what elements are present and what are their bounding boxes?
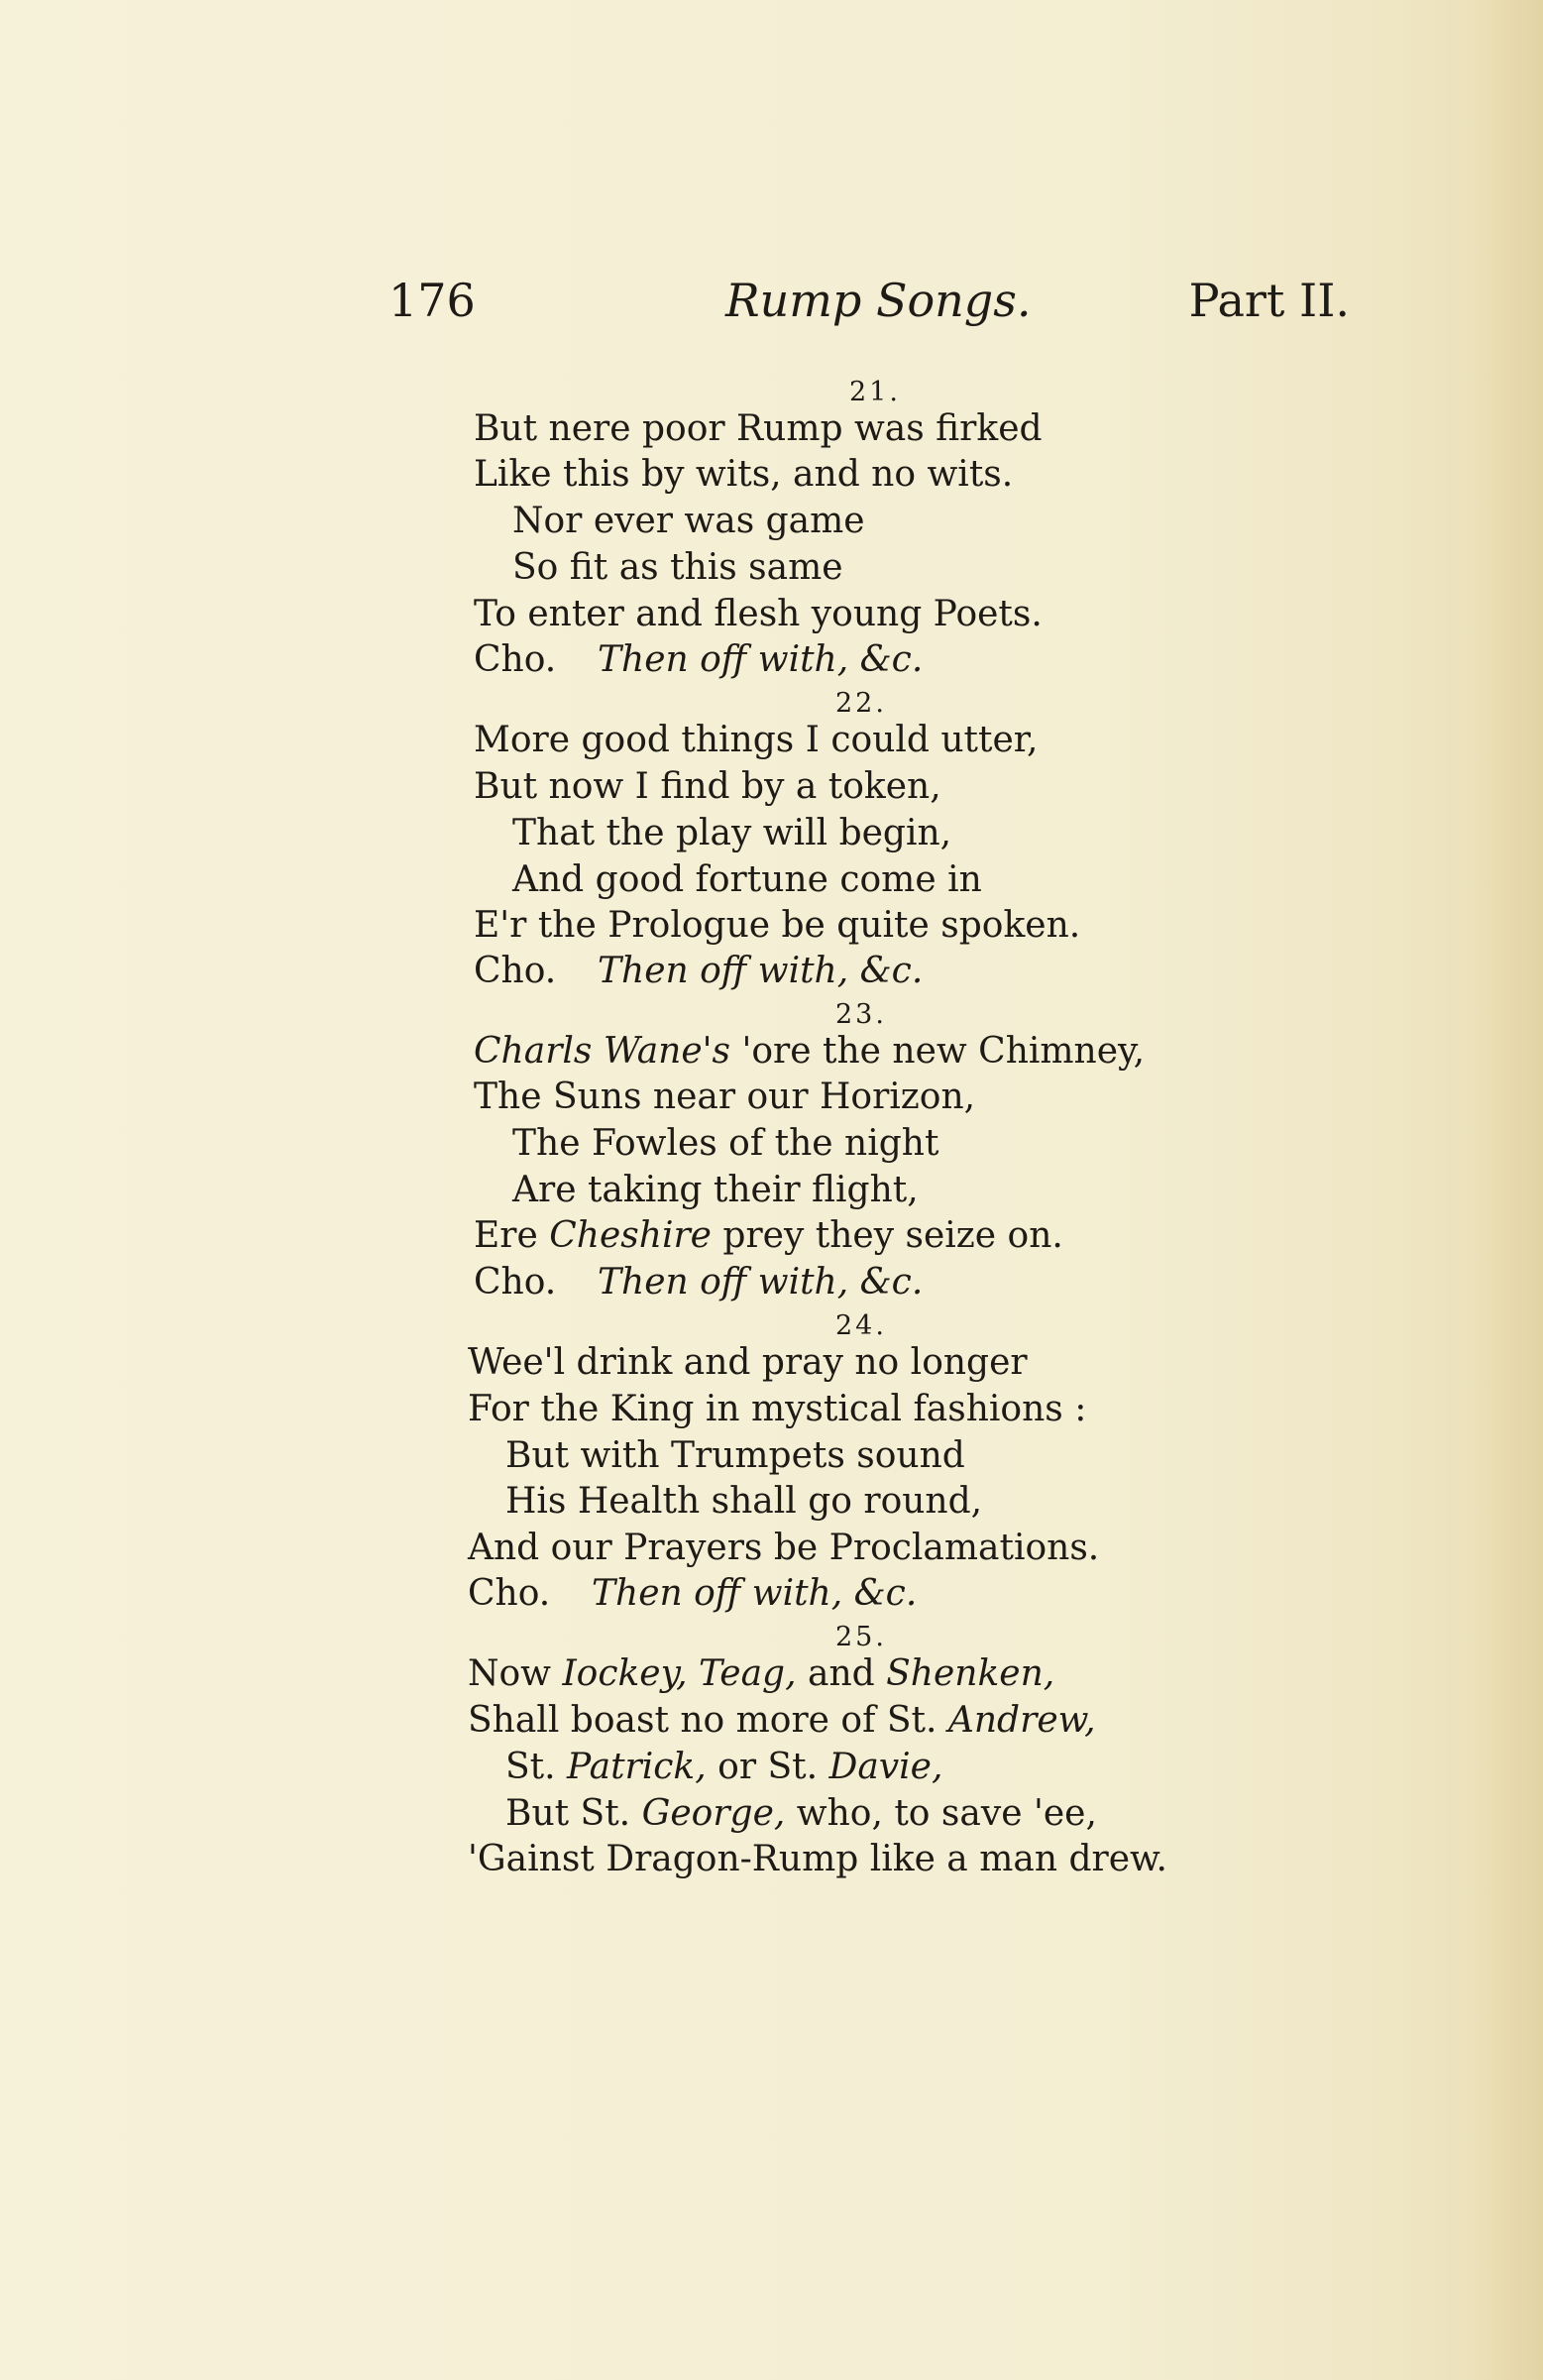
chorus-label: Cho. [474,951,557,991]
verse-line: So fit as this same [512,547,843,588]
verse-line: Wee'l drink and pray no longer [468,1342,1028,1383]
chorus-text: Then off with, &c. [598,951,924,991]
verse-italic-name: Patrick, [567,1747,707,1787]
verse-line: The Fowles of the night [512,1123,939,1164]
verse-italic-name: Davie, [828,1747,943,1787]
chorus-text: Then off with, &c. [592,1573,918,1614]
chorus-line [468,1573,917,1614]
verse-line: That the play will begin, [512,813,952,853]
verse-line: And good fortune come in [512,859,982,900]
verse-line: St. Patrick, or St. Davie, [505,1747,943,1787]
verse-italic-name: Andrew, [947,1700,1096,1741]
stanza-number: 24. [835,1310,887,1341]
verse-italic-name: Iockey, Teag, [562,1653,797,1694]
verse-italic-name: George, [641,1793,786,1834]
page-edge-shadow [1474,0,1543,2380]
verse-line: But St. George, who, to save 'ee, [505,1793,1097,1834]
running-title: Rump Songs. [725,274,1032,327]
verse-line: For the King in mystical fashions : [468,1389,1087,1429]
stanza-number: 23. [835,999,887,1030]
verse-line: 'Gainst Dragon-Rump like a man drew. [468,1839,1167,1879]
verse-line: More good things I could utter, [474,720,1039,760]
verse-line: E'r the Prologue be quite spoken. [474,905,1081,946]
chorus-label: Cho. [468,1573,551,1614]
chorus-line [474,951,923,991]
verse-italic-name: Shenken, [886,1653,1055,1694]
chorus-label: Cho. [474,639,557,680]
chorus-text: Then off with, &c. [598,1262,924,1303]
verse-line: The Suns near our Horizon, [474,1077,976,1117]
verse-line: Now Iockey, Teag, and Shenken, [468,1653,1055,1694]
chorus-line [474,639,923,680]
stanza-number: 25. [835,1622,887,1652]
verse-line: And our Prayers be Proclamations. [468,1528,1100,1568]
chorus-line [474,1262,923,1303]
stanza-number: 21. [849,377,901,407]
part-label: Part II. [1188,274,1350,327]
verse-line: Like this by wits, and no wits. [474,454,1014,495]
verse-line: Charls Wane's 'ore the new Chimney, [474,1031,1146,1072]
verse-line: But now I find by a token, [474,766,941,807]
verse-italic-name: Cheshire [549,1215,712,1256]
chorus-label: Cho. [474,1262,557,1303]
verse-line: Ere Cheshire prey they seize on. [474,1215,1063,1256]
verse-line: Shall boast no more of St. Andrew, [468,1700,1096,1741]
chorus-text: Then off with, &c. [598,639,924,680]
verse-line: To enter and flesh young Poets. [474,594,1043,634]
page-header [388,274,1350,343]
verse-line: But nere poor Rump was firked [474,408,1043,449]
verse-line: Are taking their flight, [512,1170,919,1210]
page-number: 176 [388,274,476,327]
verse-line: His Health shall go round, [505,1481,983,1522]
verse-line: But with Trumpets sound [505,1435,965,1476]
stanza-number: 22. [835,688,887,719]
verse-italic-name: Charls Wane's [474,1031,731,1072]
verse-line: Nor ever was game [512,501,865,541]
